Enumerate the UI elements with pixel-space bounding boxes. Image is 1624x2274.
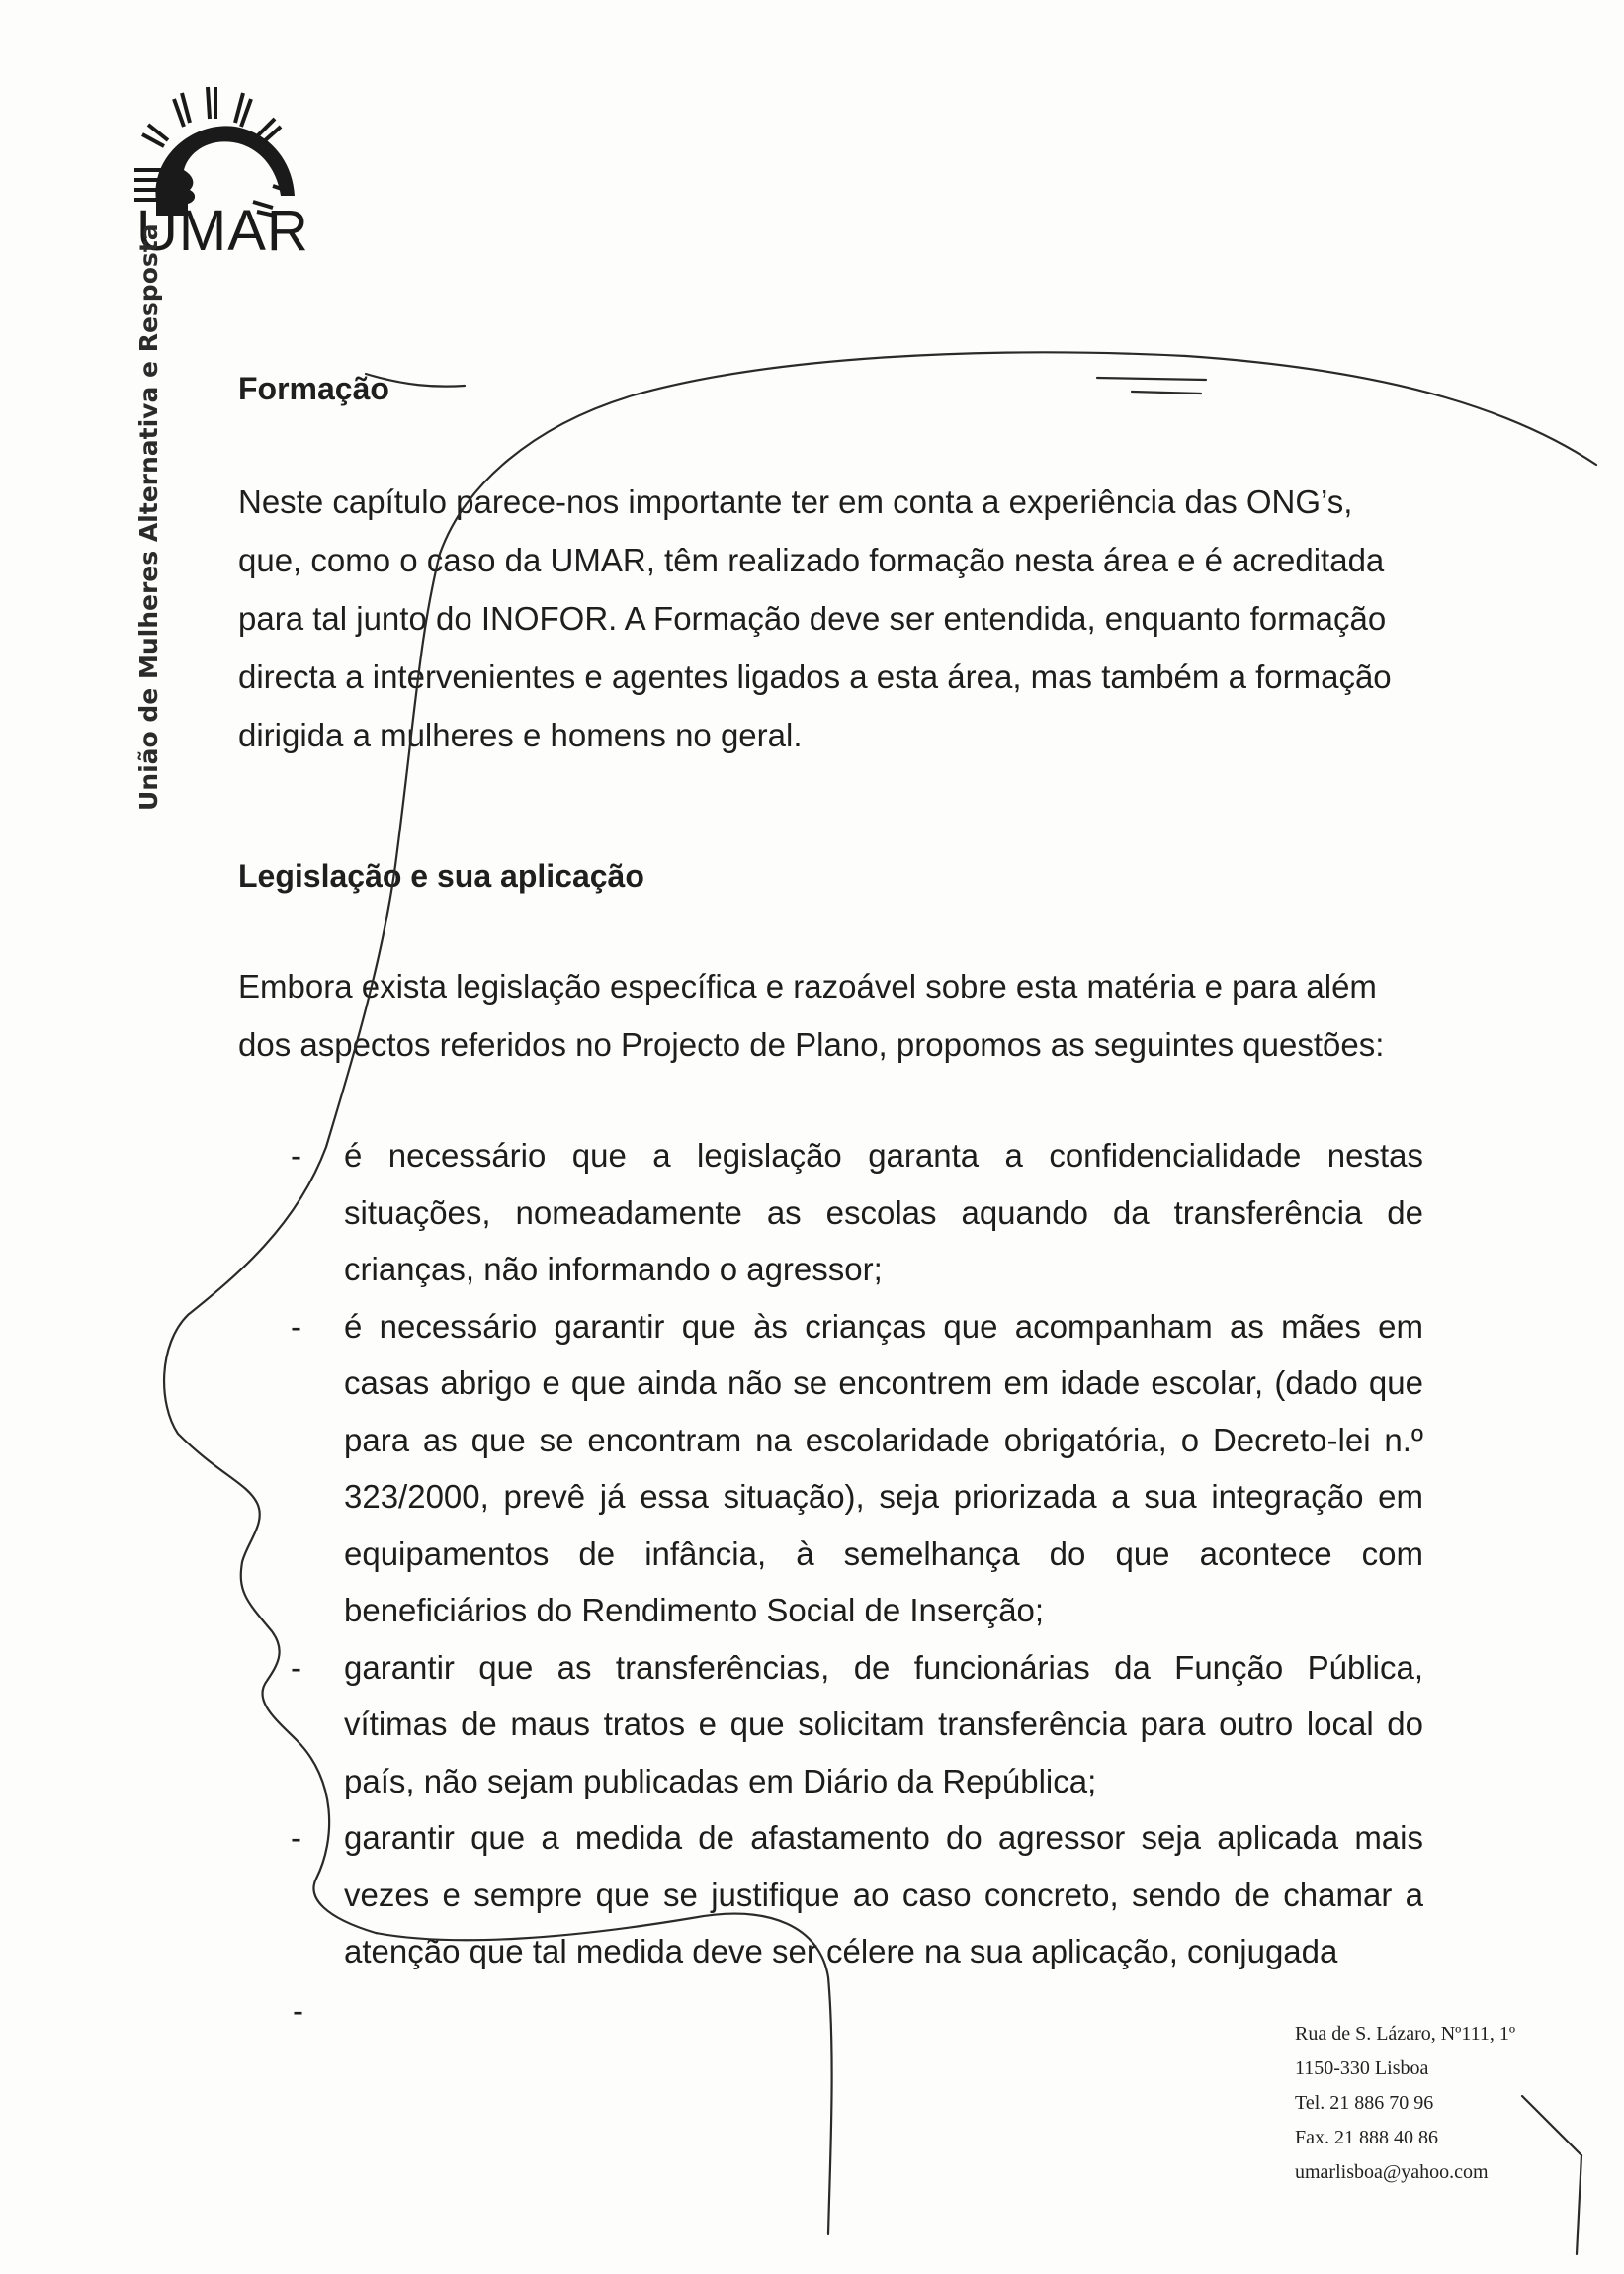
text-line: garantir que a medida de afastamento do agressor seja aplicada mais	[344, 1819, 1423, 1856]
pen-stroke	[1522, 2096, 1581, 2254]
footer-address: Rua de S. Lázaro, Nº111, 1º	[1295, 2023, 1516, 2045]
text-line: atenção que tal medida deve ser célere na sua aplicação, conjugada	[344, 1933, 1338, 1969]
paragraph-formacao	[238, 473, 1405, 764]
paragraph-legislacao	[238, 957, 1405, 1074]
list-dash: -	[291, 1648, 301, 1686]
text-line: Neste capítulo parece-nos importante ter em conta a experiência das ONG’s,	[238, 483, 1353, 520]
text-line: directa a intervenientes e agentes ligados a esta área, mas também a formação	[238, 658, 1392, 695]
organization-name-vertical: União de Mulheres Alternativa e Resposta	[134, 223, 163, 811]
footer-tel: Tel. 21 886 70 96	[1295, 2092, 1434, 2114]
text-line: é necessário que a legislação garanta a confidencialidade nestas	[344, 1137, 1423, 1174]
footer-fax: Fax. 21 888 40 86	[1295, 2127, 1438, 2148]
text-line: casas abrigo e que ainda não se encontrem em idade escolar, (dado que	[344, 1364, 1423, 1401]
footer-email: umarlisboa@yahoo.com	[1295, 2161, 1489, 2183]
text-line: vezes e sempre que se justifique ao caso concreto, sendo de chamar a	[344, 1876, 1423, 1913]
list-item	[287, 1298, 1423, 1639]
text-line: país, não sejam publicadas em Diário da República;	[344, 1762, 1097, 1799]
text-line: é necessário garantir que às crianças que acompanham as mães em	[344, 1307, 1423, 1345]
heading-legislacao: Legislação e sua aplicação	[238, 858, 644, 894]
text-line: para tal junto do INOFOR. A Formação deve ser entendida, enquanto formação	[238, 600, 1387, 637]
text-line: Embora exista legislação específica e razoável sobre esta matéria e para além	[238, 968, 1377, 1005]
list-item	[287, 1127, 1423, 1298]
pen-stroke	[1132, 392, 1201, 394]
footer-postal: 1150-330 Lisboa	[1295, 2057, 1429, 2079]
list-item	[287, 1809, 1423, 1980]
proposal-list	[287, 1127, 1423, 1980]
text-line: para as que se encontram na escolaridade obrigatória, o Decreto-lei n.º	[344, 1421, 1423, 1458]
heading-formacao: Formação	[238, 371, 389, 406]
text-line: situações, nomeadamente as escolas aquando da transferência de	[344, 1193, 1423, 1231]
text-line: equipamentos de infância, à semelhança do que acontece com	[344, 1534, 1423, 1572]
text-line: que, como o caso da UMAR, têm realizado formação nesta área e é acreditada	[238, 542, 1385, 578]
text-line: crianças, não informando o agressor;	[344, 1251, 883, 1287]
list-dash: -	[291, 1819, 301, 1856]
pen-stroke	[1097, 378, 1206, 380]
list-dash: -	[293, 1992, 303, 2029]
text-line: 323/2000, prevê já essa situação), seja priorizada a sua integração em	[344, 1478, 1423, 1515]
text-line: beneficiários do Rendimento Social de Inserção;	[344, 1592, 1045, 1628]
list-dash: -	[291, 1307, 301, 1345]
text-line: vítimas de maus tratos e que solicitam transferência para outro local do	[344, 1706, 1423, 1742]
text-line: dirigida a mulheres e homens no geral.	[238, 717, 803, 753]
text-line: dos aspectos referidos no Projecto de Plano, propomos as seguintes questões:	[238, 1026, 1385, 1063]
list-item	[287, 1639, 1423, 1810]
list-dash: -	[291, 1137, 301, 1174]
address-footer	[1295, 2017, 1515, 2190]
text-line: garantir que as transferências, de funcionárias da Função Pública,	[344, 1648, 1423, 1686]
umar-logo-text: UMAR	[136, 199, 309, 263]
